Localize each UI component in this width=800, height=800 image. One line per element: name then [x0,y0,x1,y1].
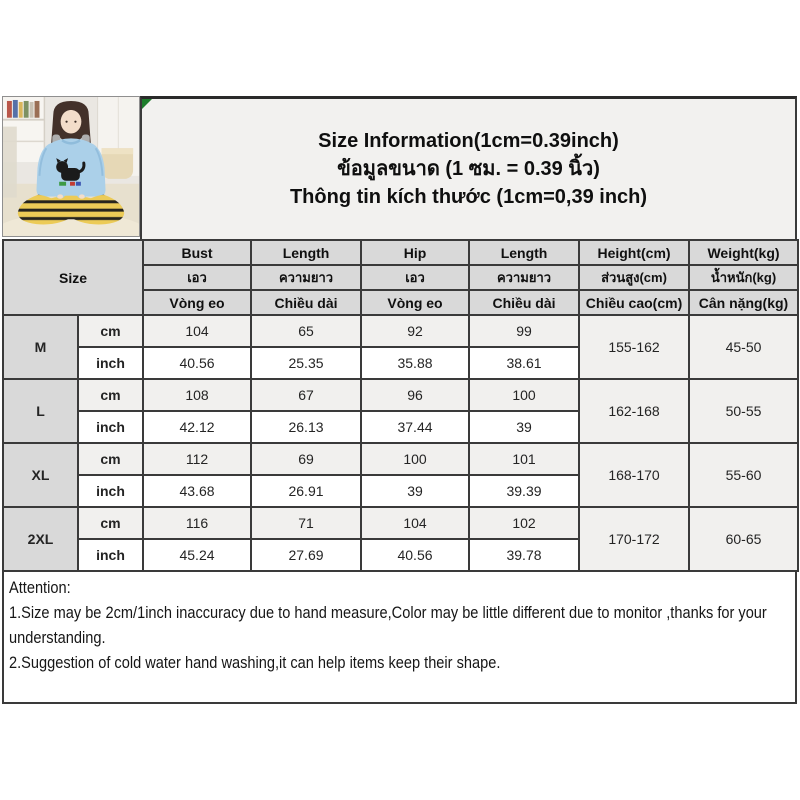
cell-weight-range: 50-55 [689,379,798,443]
col-height-th: ส่วนสูง(cm) [579,265,689,290]
size-label-l: L [3,379,78,443]
cell-length2-inch: 38.61 [469,347,579,379]
cell-bust-inch: 45.24 [143,539,251,571]
size-header: Size [3,240,143,315]
cell-length2-cm: 100 [469,379,579,411]
col-height-en: Height(cm) [579,240,689,265]
table-row [3,315,798,347]
cell-bust-inch: 42.12 [143,411,251,443]
cell-weight-range: 60-65 [689,507,798,571]
unit-label-inch: inch [78,475,143,507]
attention-note-2: 2.Suggestion of cold water hand washing,it can help items keep their shape. [9,653,501,672]
col-length-th: ความยาว [251,265,361,290]
unit-label-cm: cm [78,379,143,411]
title-cell [140,96,797,239]
col-bust-en: Bust [143,240,251,265]
product-photo [2,96,140,237]
page-title-vi: Thông tin kích thước (1cm=0,39 inch) [289,186,648,208]
cell-hip-inch: 39 [361,475,469,507]
cell-hip-inch: 40.56 [361,539,469,571]
col-bust-vi: Vòng eo [143,290,251,315]
attention-box [2,572,797,704]
cell-length2-cm: 99 [469,315,579,347]
col-length2-en: Length [469,240,579,265]
cell-height-range: 155-162 [579,315,689,379]
cell-bust-cm: 112 [143,443,251,475]
table-row [3,379,798,411]
cell-height-range: 170-172 [579,507,689,571]
cell-hip-cm: 96 [361,379,469,411]
unit-label-inch: inch [78,347,143,379]
cell-length-inch: 26.13 [251,411,361,443]
cell-bust-cm: 116 [143,507,251,539]
cell-length2-cm: 102 [469,507,579,539]
cell-hip-cm: 92 [361,315,469,347]
cell-hip-inch: 37.44 [361,411,469,443]
cell-bust-cm: 104 [143,315,251,347]
unit-label-cm: cm [78,507,143,539]
size-table [2,239,799,572]
col-weight-vi: Cân nặng(kg) [689,290,798,315]
table-row [3,507,798,539]
cell-hip-cm: 100 [361,443,469,475]
cell-length2-inch: 39 [469,411,579,443]
unit-label-inch: inch [78,539,143,571]
table-row [3,443,798,475]
col-bust-th: เอว [143,265,251,290]
page-title-th: ข้อมูลขนาด (1 ซม. = 0.39 นิ้ว) [337,158,600,180]
col-weight-en: Weight(kg) [689,240,798,265]
col-height-vi: Chiều cao(cm) [579,290,689,315]
cell-bust-cm: 108 [143,379,251,411]
size-label-2xl: 2XL [3,507,78,571]
col-length2-th: ความยาว [469,265,579,290]
col-length2-vi: Chiều dài [469,290,579,315]
unit-label-inch: inch [78,411,143,443]
col-hip-th: เอว [361,265,469,290]
cell-comment-flag-icon [142,99,152,109]
cell-height-range: 162-168 [579,379,689,443]
col-weight-th: น้ำหนัก(kg) [689,265,798,290]
model-photo-illustration [3,97,139,236]
header-row-en [3,240,798,265]
cell-length-cm: 65 [251,315,361,347]
cell-length-inch: 26.91 [251,475,361,507]
col-hip-en: Hip [361,240,469,265]
cell-length-cm: 71 [251,507,361,539]
cell-weight-range: 55-60 [689,443,798,507]
cell-length-inch: 25.35 [251,347,361,379]
cell-bust-inch: 43.68 [143,475,251,507]
col-length-vi: Chiều dài [251,290,361,315]
cell-bust-inch: 40.56 [143,347,251,379]
cell-length-cm: 67 [251,379,361,411]
attention-text [9,575,797,675]
cell-length2-inch: 39.39 [469,475,579,507]
page-title-en: Size Information(1cm=0.39inch) [318,130,619,152]
unit-label-cm: cm [78,443,143,475]
cell-hip-cm: 104 [361,507,469,539]
size-label-m: M [3,315,78,379]
cell-hip-inch: 35.88 [361,347,469,379]
cell-length-inch: 27.69 [251,539,361,571]
cell-length2-inch: 39.78 [469,539,579,571]
header-row [2,96,797,239]
unit-label-cm: cm [78,315,143,347]
col-length-en: Length [251,240,361,265]
cell-length-cm: 69 [251,443,361,475]
cell-length2-cm: 101 [469,443,579,475]
col-hip-vi: Vòng eo [361,290,469,315]
size-label-xl: XL [3,443,78,507]
size-chart-content [2,96,797,704]
cell-height-range: 168-170 [579,443,689,507]
attention-note-1: 1.Size may be 2cm/1inch inaccuracy due to hand measure,Color may be little different due to monitor ,thanks for your understanding. [9,603,767,647]
cell-weight-range: 45-50 [689,315,798,379]
attention-heading: Attention: [9,578,71,597]
